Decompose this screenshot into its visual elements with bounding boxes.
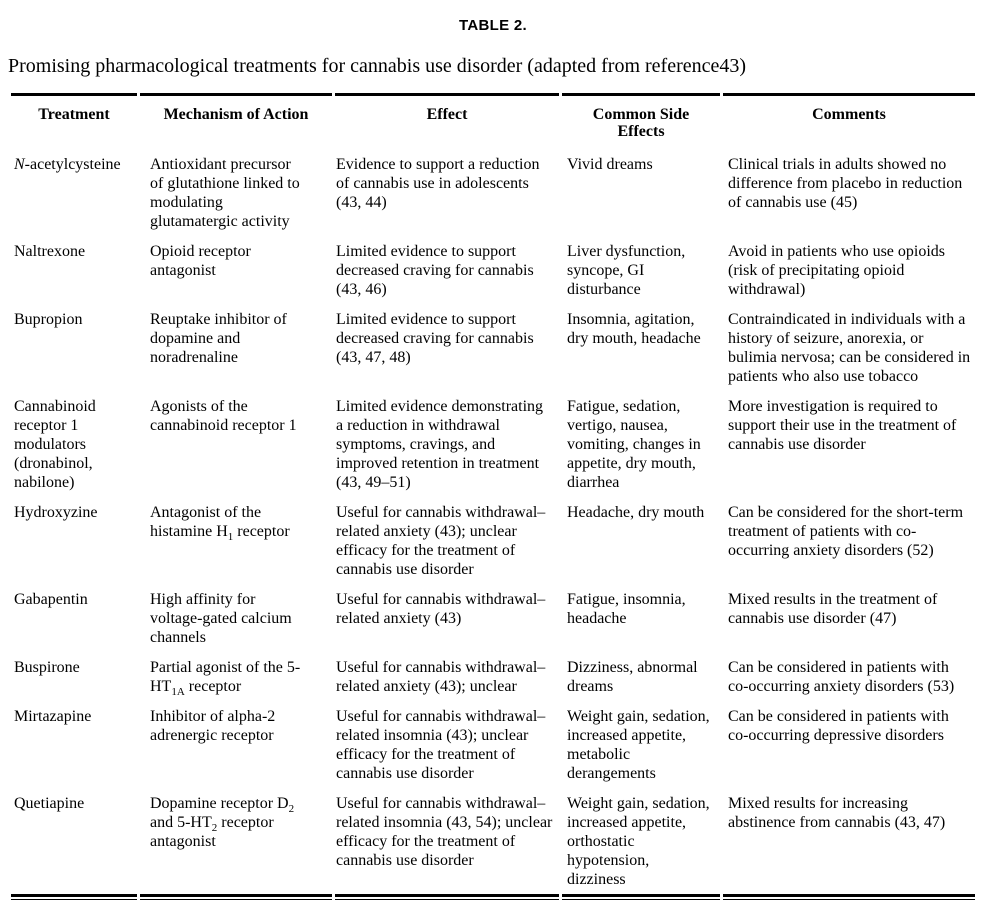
side-effects-cell: Weight gain, sedation, increased appetite, orthostatic hypotension, dizziness <box>567 795 710 888</box>
side-effects-cell: Insomnia, agitation, dry mouth, headache <box>567 311 701 347</box>
side-effects-cell: Fatigue, sedation, vertigo, nausea, vomiting, changes in appetite, dry mouth, diarrhea <box>567 398 701 491</box>
side-effects-cell: Vivid dreams <box>567 156 653 173</box>
column-header-side-effects: Common Side Effects <box>562 93 720 154</box>
table-row-3 <box>11 309 975 396</box>
mechanism-cell: Dopamine receptor $D_2$ and $5-HT_2$ receptor antagonist <box>150 795 295 850</box>
column-header-effect: Effect <box>335 93 559 154</box>
bottom-rule <box>335 894 559 900</box>
treatment-cell: Mirtazapine <box>14 708 92 725</box>
comments-cell: Mixed results for increasing abstinence from cannabis (43, 47) <box>728 795 946 831</box>
table-caption: Promising pharmacological treatments for cannabis use disorder (adapted from reference43) <box>8 55 747 77</box>
bottom-rule-row <box>11 894 975 900</box>
treatment-cell: Hydroxyzine <box>14 504 98 521</box>
table-header <box>11 93 975 154</box>
table-row-2 <box>11 241 975 309</box>
subscript: 2 <box>211 822 218 835</box>
italic-text: N <box>14 156 25 173</box>
bottom-rule <box>723 894 975 900</box>
treatment-cell: Buspirone <box>14 659 80 676</box>
treatment-cell: Gabapentin <box>14 591 88 608</box>
effect-cell: Limited evidence demonstrating a reduction in withdrawal symptoms, cravings, and improved retention in treatment (43, 49–51) <box>336 398 544 491</box>
table-row-9 <box>11 793 975 894</box>
bottom-rule <box>140 894 332 900</box>
subscript: 2 <box>288 803 295 816</box>
effect-cell: Useful for cannabis withdrawal–related anxiety (43); unclear efficacy for the treatment of cannabis use disorder <box>336 504 546 578</box>
subscript: 1 <box>227 531 234 544</box>
comments-cell: Contraindicated in individuals with a history of seizure, anorexia, or bulimia nervosa; can be considered in patients who also use tobacco <box>728 311 971 385</box>
comments-cell: Clinical trials in adults showed no difference from placebo in reduction of cannabis use (45) <box>728 156 963 211</box>
effect-cell: Useful for cannabis withdrawal–related insomnia (43, 54); unclear efficacy for the treatment of cannabis use disorder <box>336 795 553 869</box>
bottom-rule <box>11 894 137 900</box>
table-row-4 <box>11 396 975 502</box>
comments-cell: Can be considered in patients with co-occurring anxiety disorders (53) <box>728 659 955 695</box>
mechanism-cell: Antagonist of the histamine $H_1$ receptor <box>150 504 290 544</box>
table-row-1 <box>11 154 975 241</box>
treatment-cell: N-acetylcysteine <box>14 156 121 173</box>
bottom-rule <box>562 894 720 900</box>
side-effects-cell: Headache, dry mouth <box>567 504 705 521</box>
effect-cell: Useful for cannabis withdrawal–related anxiety (43); unclear <box>336 659 546 695</box>
mechanism-cell: Agonists of the cannabinoid receptor 1 <box>150 398 297 434</box>
effect-cell: Useful for cannabis withdrawal–related insomnia (43); unclear efficacy for the treatment of cannabis use disorder <box>336 708 546 782</box>
effect-cell: Evidence to support a reduction of cannabis use in adolescents (43, 44) <box>336 156 540 211</box>
subscript: 1A <box>171 686 185 699</box>
treatment-cell: Quetiapine <box>14 795 85 812</box>
effect-cell: Limited evidence to support decreased craving for cannabis (43, 46) <box>336 243 534 298</box>
treatment-cell: Naltrexone <box>14 243 86 260</box>
header-row <box>11 93 975 154</box>
side-effects-cell: Dizziness, abnormal dreams <box>567 659 698 695</box>
comments-cell: Avoid in patients who use opioids (risk of precipitating opioid withdrawal) <box>728 243 946 298</box>
mechanism-cell: High affinity for voltage-gated calcium channels <box>150 591 292 646</box>
comments-cell: Can be considered in patients with co-occurring depressive disorders <box>728 708 949 744</box>
side-effects-cell: Fatigue, insomnia, headache <box>567 591 686 627</box>
table-row-7 <box>11 657 975 706</box>
table-row-6 <box>11 589 975 657</box>
table-row-5 <box>11 502 975 589</box>
table-row-8 <box>11 706 975 793</box>
treatment-cell: Bupropion <box>14 311 83 328</box>
mechanism-cell: Reuptake inhibitor of dopamine and noradrenaline <box>150 311 287 366</box>
side-effects-cell: Weight gain, sedation, increased appetite, metabolic derangements <box>567 708 710 782</box>
mechanism-cell: Antioxidant precursor of glutathione linked to modulating glutamatergic activity <box>150 156 300 230</box>
table-footer <box>11 894 975 900</box>
column-header-comments: Comments <box>723 93 975 154</box>
comments-cell: More investigation is required to support their use in the treatment of cannabis use disorder <box>728 398 957 453</box>
treatments-table <box>8 93 978 900</box>
treatment-cell: Cannabinoid receptor 1 modulators (dronabinol, nabilone) <box>14 398 96 491</box>
mechanism-cell: Inhibitor of alpha-2 adrenergic receptor <box>150 708 276 744</box>
mechanism-cell: Partial agonist of the $5-HT_{1A}$ receptor <box>150 659 301 699</box>
column-header-mechanism: Mechanism of Action <box>140 93 332 154</box>
side-effects-cell: Liver dysfunction, syncope, GI disturbance <box>567 243 686 298</box>
comments-cell: Can be considered for the short-term treatment of patients with co-occurring anxiety disorders (52) <box>728 504 964 559</box>
table-title: TABLE 2. <box>459 17 527 34</box>
effect-cell: Useful for cannabis withdrawal–related anxiety (43) <box>336 591 546 627</box>
mechanism-cell: Opioid receptor antagonist <box>150 243 251 279</box>
column-header-treatment: Treatment <box>11 93 137 154</box>
comments-cell: Mixed results in the treatment of cannabis use disorder (47) <box>728 591 938 627</box>
table-body <box>11 154 975 894</box>
effect-cell: Limited evidence to support decreased craving for cannabis (43, 47, 48) <box>336 311 534 366</box>
